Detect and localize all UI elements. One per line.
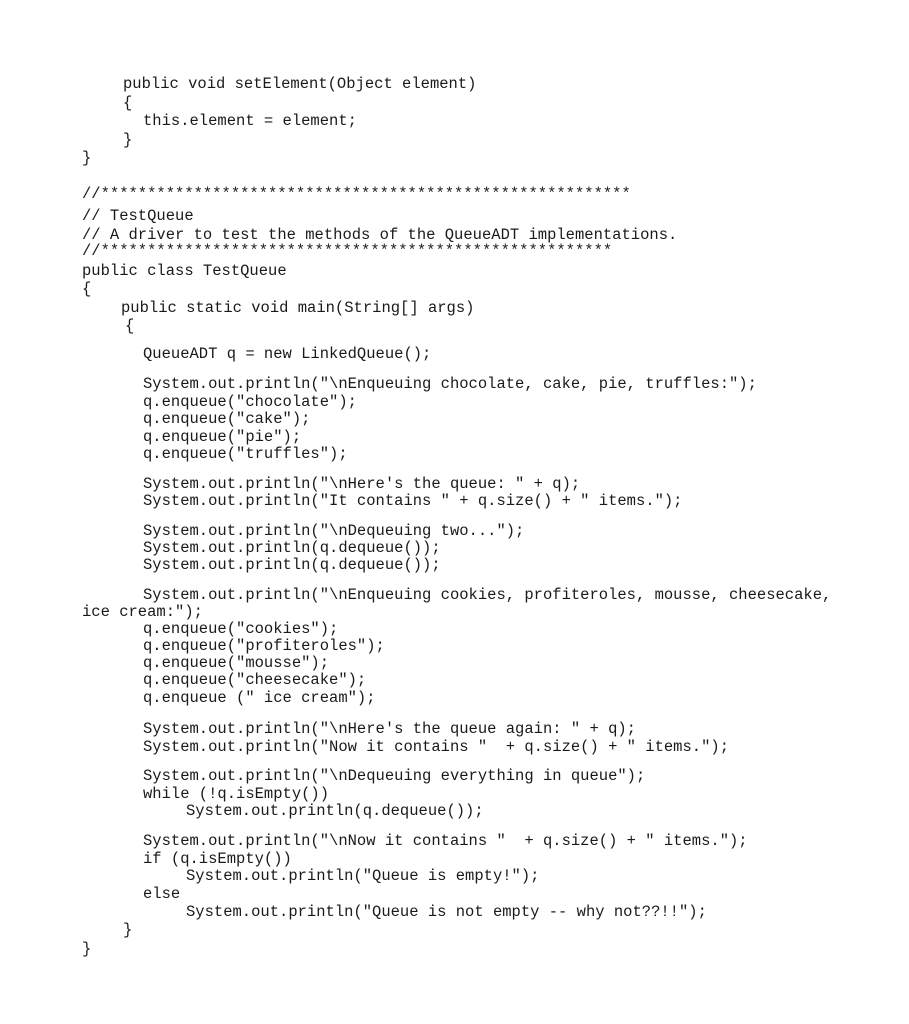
code-line: public static void main(String[] args) xyxy=(121,299,475,317)
code-line: q.enqueue("truffles"); xyxy=(143,445,348,463)
code-line: public void setElement(Object element) xyxy=(123,75,477,93)
code-line: QueueADT q = new LinkedQueue(); xyxy=(143,345,432,363)
code-line: } xyxy=(82,940,92,958)
code-line: } xyxy=(82,149,92,167)
code-line: System.out.println("Queue is not empty -- why not??!!"); xyxy=(186,903,707,921)
comment-line: // TestQueue xyxy=(82,207,194,225)
comment-line: //********************************************************* xyxy=(82,185,631,203)
code-line: { xyxy=(125,317,135,335)
code-line: this.element = element; xyxy=(143,112,357,130)
code-line: ice cream:"); xyxy=(82,603,203,621)
code-line: public class TestQueue xyxy=(82,262,287,280)
code-line: System.out.println("\nHere's the queue again: " + q); xyxy=(143,720,636,738)
code-line: System.out.println("\nEnqueuing chocolate, cake, pie, truffles:"); xyxy=(143,375,757,393)
code-line: System.out.println("\nNow it contains " + q.size() + " items."); xyxy=(143,832,748,850)
code-line: else xyxy=(143,885,181,903)
code-line: q.enqueue("cookies"); xyxy=(143,620,339,638)
comment-line: //******************************************************* xyxy=(82,242,613,260)
code-line: q.enqueue("cheesecake"); xyxy=(143,671,367,689)
code-line: q.enqueue("cake"); xyxy=(143,410,311,428)
code-line: System.out.println(q.dequeue()); xyxy=(143,556,441,574)
code-line: } xyxy=(123,131,133,149)
code-line: System.out.println("It contains " + q.size() + " items."); xyxy=(143,492,683,510)
comment-line: // A driver to test the methods of the QueueADT implementations. xyxy=(82,226,678,244)
code-line: System.out.println("\nEnqueuing cookies, profiteroles, mousse, cheesecake, xyxy=(143,586,832,604)
code-line: { xyxy=(123,94,133,112)
code-line: q.enqueue("profiteroles"); xyxy=(143,637,385,655)
code-line: q.enqueue("pie"); xyxy=(143,428,302,446)
code-line: System.out.println("\nHere's the queue: " + q); xyxy=(143,475,581,493)
code-line: if (q.isEmpty()) xyxy=(143,850,292,868)
code-line: q.enqueue("mousse"); xyxy=(143,654,330,672)
code-line: System.out.println("\nDequeuing two..."); xyxy=(143,522,525,540)
code-line: System.out.println(q.dequeue()); xyxy=(143,539,441,557)
code-line: q.enqueue (" ice cream"); xyxy=(143,689,376,707)
code-line: System.out.println("Now it contains " + q.size() + " items."); xyxy=(143,738,729,756)
code-line: } xyxy=(123,921,133,939)
code-line: System.out.println("\nDequeuing everything in queue"); xyxy=(143,767,646,785)
code-line: while (!q.isEmpty()) xyxy=(143,785,330,803)
code-line: { xyxy=(82,280,92,298)
code-line: System.out.println("Queue is empty!"); xyxy=(186,867,540,885)
code-line: System.out.println(q.dequeue()); xyxy=(186,802,484,820)
code-line: q.enqueue("chocolate"); xyxy=(143,393,357,411)
